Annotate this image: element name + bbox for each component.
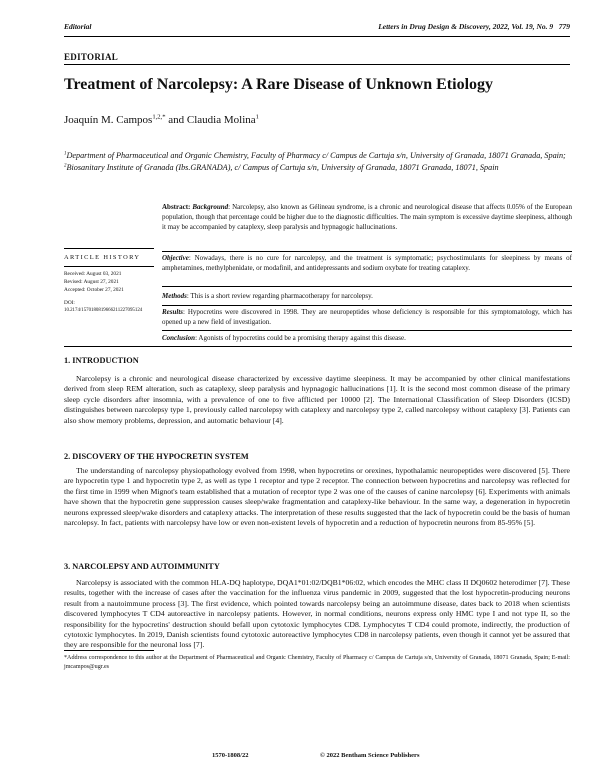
header-rule-top (64, 36, 570, 37)
conclusion-text: : Agonists of hypocretins could be a promising therapy against this disease. (195, 334, 406, 342)
footnote-rule (64, 650, 154, 651)
footer-copyright: © 2022 Bentham Science Publishers (320, 752, 420, 759)
correspondence-footnote: *Address correspondence to this author at the Department of Pharmaceutical and Organic Chemistry, Faculty of Pharmacy c/ Campus de Cartuja s/n, University of Granada, 18071 Granada, Spain; E-mail: jmcampos@ugr.es (64, 655, 570, 670)
author-list (64, 114, 259, 126)
results-text: : Hypocretins were discovered in 1998. They are neuropeptides whose deficiency is responsible for this symptomatology, which has opened up a new field of investigation. (162, 308, 572, 327)
abstract-objective (162, 253, 572, 273)
accepted-date: Accepted: October 27, 2021 (64, 287, 124, 293)
section-heading-introduction: 1. INTRODUCTION (64, 356, 139, 365)
abstract-results (162, 307, 572, 327)
revised-date: Revised: August 27, 2021 (64, 279, 119, 285)
history-rule-bottom (64, 266, 154, 267)
doi-link[interactable]: 10.2174/1570180819666211227095124 (64, 308, 143, 313)
abstract-divider (162, 305, 572, 306)
article-type: EDITORIAL (64, 52, 119, 62)
abstract-bottom-rule (64, 346, 572, 347)
affiliations (64, 150, 568, 174)
affiliation-mark: 1 (64, 151, 67, 157)
article-history-title: ARTICLE HISTORY (64, 254, 141, 261)
article-title: Treatment of Narcolepsy: A Rare Disease of Unknown Etiology (64, 76, 494, 93)
author-conjunction: and (165, 114, 187, 126)
author-affiliation-mark: 1 (255, 113, 259, 121)
section-heading-autoimmunity: 3. NARCOLEPSY AND AUTOIMMUNITY (64, 562, 220, 571)
received-date: Received: August 03, 2021 (64, 271, 122, 277)
abstract-background (162, 202, 572, 233)
running-header-journal (378, 22, 570, 31)
affiliation-mark: 2 (64, 163, 67, 169)
paragraph-hypocretin: The understanding of narcolepsy physiopathology evolved from 1998, when hypocretins or orexines, hypothalamic neuropeptides were discovered [5]. There are hypocretin type 1 and hypocretin type 2, as well as type 1 receptor and type 2 receptor. The connection between hypocretins and narcolepsy was reflected for the first time in 1999 when Mignot's team established that a mutation of receptor type 2 was one of the causes of canine narcolepsy [6]. Experiments with animals have shown that the hypocretin gene suppression causes sleep/wake fragmentation and cataplexy-like behaviour. In the same way, a degeneration in hypocretin neurons expressed sleep/wake disorders and cataplexy attacks. The interpretation of these results suggested that the lack of hypocretin could be the basis of human narcolepsy. In fact, patients with narcolepsy have low or even non-existent levels of hypocretin and a reduction of hypocretin neurons from 85-95% [5]. (64, 466, 570, 528)
journal-citation: Letters in Drug Design & Discovery, 2022, Vol. 19, No. 9 (378, 22, 554, 31)
abstract-label: Abstract: (162, 203, 191, 211)
background-label: Background (192, 203, 229, 211)
doi-label: DOI: (64, 300, 75, 306)
paragraph-autoimmunity: Narcolepsy is associated with the common HLA-DQ haplotype, DQA1*01:02/DQB1*06:02, which encodes the MHC class II DQ0602 heterodimer [7]. These results, together with the increase of cases after the vaccination for the influenza virus pandemic in 2009, suggested that the lost hypocretin-producing neurons result from a nautoimmune process [3]. The first evidence, which pointed towards narcolepsy being an autoimmune disease, dates back to 2018 when scientists discovered lymphocytes T CD4 autoreactive in narcolepsy patients. However, in normal conditions, neurons express only HMC type I and not type II, so the responsibility for the hypocretins' destruction should befall upon cytotoxic lymphocytes CD8. Lymphocytes T CD4 could promote, indirectly, the production of cytotoxic lymphocytes. In 2019, Danish scientists found cytotoxic autoreactive lymphocytes CD8 in narcolepsy patients, even though it cannot yet be assured that they are responsible for the neuronal loss [7]. (64, 578, 570, 650)
abstract-divider (162, 251, 572, 252)
paragraph-introduction: Narcolepsy is a chronic and neurological disease characterized by excessive daytime sleepiness. It may be accompanied by other clinical manifestations derived from sleep REM alteration, such as cataplexy, sleep paralysis and hypnagogic hallucinations [1]. It is the second most common disease of the primary sleep cycle disorders after insomnia, with a prevalence of one to five afflicted per 10000 [2]. The International Classification of Sleep Disorders (ICSD) distinguishes between narcolepsy type 1, previously called narcolepsy with cataplexy and narcolepsy type 2, called narcolepsy without cataplexy [3]. Patients can also show memory problems, depression, and automatic behaviour [4]. (64, 374, 570, 425)
objective-label: Objective (162, 254, 189, 262)
background-text: : Narcolepsy, also known as Gélineau syndrome, is a chronic and neurological disease that affects 0.05% of the European population, though that percentage could be higher due to the diagnostic difficulties. The main symptom is excessive daytime sleepiness, although it may be accompanied by cataplexy, sleep paralysis and hypnagogic hallucinations. (162, 203, 573, 232)
footer-issn: 1570-1808/22 (212, 752, 249, 759)
results-label: Results (162, 308, 184, 316)
methods-label: Methods (162, 292, 187, 300)
header-rule-bottom (64, 64, 570, 65)
history-rule-top (64, 248, 154, 249)
abstract-divider (162, 330, 572, 331)
conclusion-label: Conclusion (162, 334, 196, 342)
abstract-conclusion (162, 333, 572, 343)
objective-text: : Nowadays, there is no cure for narcolepsy, and the treatment is symptomatic; psychostimulants for sleepiness by means of amphetamines, methylphenidate, or modafinil, and antidepressants and sodium oxybate for treating cataplexy. (162, 254, 572, 273)
author-name: Claudia Molina (186, 114, 256, 126)
abstract-methods (162, 291, 572, 301)
author-affiliation-mark: 1,2,* (152, 113, 166, 121)
methods-text: : This is a short review regarding pharmacotherapy for narcolepsy. (186, 292, 373, 300)
running-header-section: Editorial (64, 22, 92, 31)
section-heading-hypocretin: 2. DISCOVERY OF THE HYPOCRETIN SYSTEM (64, 452, 249, 461)
page-number: 779 (558, 22, 570, 31)
affiliation-text: Department of Pharmaceutical and Organic Chemistry, Faculty of Pharmacy c/ Campus de Cartuja s/n, University of Granada, 18071 Granada, Spain; (66, 151, 566, 160)
author-name: Joaquín M. Campos (64, 114, 153, 126)
affiliation-text: Biosanitary Institute of Granada (Ibs.GRANADA), c/ Campus of Cartuja s/n, University of Granada, 18071 Granada, 18071, Spain (66, 163, 499, 173)
abstract-divider (162, 286, 572, 287)
